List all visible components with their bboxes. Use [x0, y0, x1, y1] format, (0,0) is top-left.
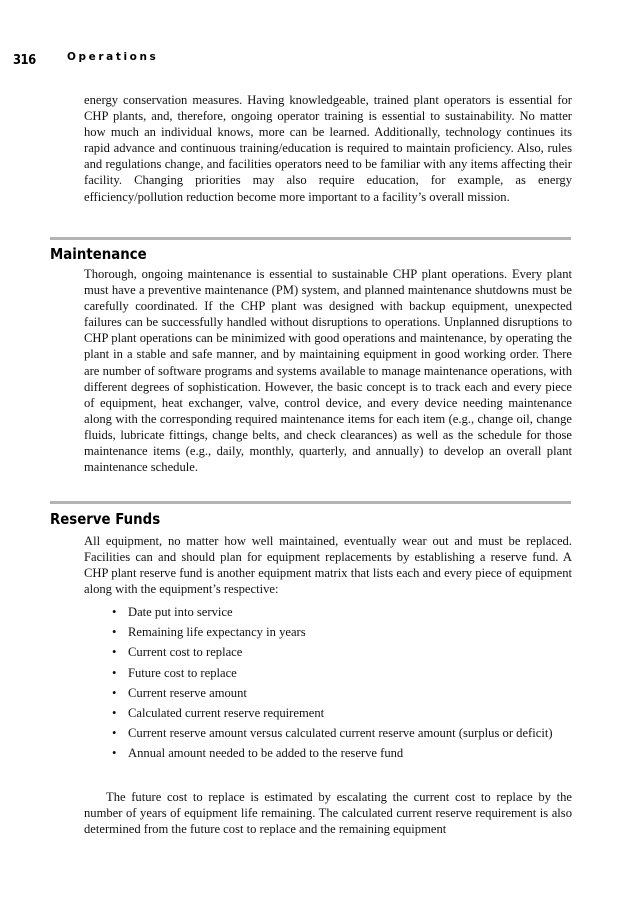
list-item: • Current cost to replace [112, 645, 243, 660]
bullet-icon: • [112, 746, 117, 761]
bullet-icon: • [112, 705, 117, 720]
list-item: • Annual amount needed to be added to the reserve fund [112, 746, 404, 761]
list-item: • Current reserve amount versus calculated current reserve amount (surplus or deficit) [112, 726, 553, 741]
bullet-icon: • [112, 605, 117, 619]
list-item: • Current reserve amount [112, 685, 247, 700]
bullet-icon: • [112, 665, 117, 680]
bullet-icon: • [112, 685, 117, 700]
section-divider [50, 237, 571, 240]
reserve-funds-paragraph: All equipment, no matter how well maintained, eventually wear out and must be replaced. Facilities can and should plan for equipment replacements by establishing a reserve fund. A CHP plant reserve fund is another equipment matrix that lists each and every piece of equipment along with the equipment’s respective: [84, 534, 572, 597]
maintenance-paragraph: Thorough, ongoing maintenance is essential to sustainable CHP plant operations. Every plant must have a preventive maintenance (PM) system, and planned maintenance shutdowns must be carefully coordinated. If the CHP plant was designed with backup equipment, unexpected failures can be successfully handled without disruptions to operations. Unplanned disruptions to CHP plant operations can be minimized with good operations and maintenance, by operating the plant in a stable and safe manner, and by maintaining equipment in good working order. There are number of software programs and systems available to manage maintenance operations, with different degrees of sophistication. However, the basic concept is to track each and every piece of equipment, heat exchanger, valve, control device, and every device needing maintenance along with the corresponding required maintenance items for each item (e.g., change oil, change fluids, lubricate fittings, change belts, and check clearances) as well as the schedule for those maintenance items (e.g., daily, monthly, quarterly, and annually) to develop an overall plant maintenance schedule. [84, 267, 572, 475]
intro-paragraph: energy conservation measures. Having knowledgeable, trained plant operators is essential for CHP plants, and, therefore, ongoing operator training is essential to sustainability. No matter how much an individual knows, more can be learned. Additionally, technology continues its rapid advance and continuous training/education is required to maintain proficiency. Also, rules and regulations change, and facilities operators need to be familiar with any items affecting their facility. Changing priorities may also require education, for example, as energy efficiency/pollution reduction become more important to a facility’s overall mission. [84, 93, 572, 204]
reserve-funds-heading: Reserve Funds [50, 510, 161, 528]
bullet-icon: • [112, 625, 117, 640]
bullet-icon: • [112, 726, 117, 741]
page-number: 316 [13, 52, 36, 68]
future-cost-paragraph: The future cost to replace is estimated by escalating the current cost to replace by the number of years of equipment life remaining. The calculated current reserve requirement is also determined from the future cost to replace and the remaining equipment [84, 790, 572, 837]
section-divider [50, 501, 571, 504]
bullet-icon: • [112, 645, 117, 660]
list-item: • Future cost to replace [112, 665, 237, 680]
reserve-fund-items-list [112, 604, 572, 766]
list-item: • Calculated current reserve requirement [112, 705, 325, 720]
running-section-title: Operations [67, 51, 159, 63]
list-item: • Remaining life expectancy in years [112, 625, 306, 640]
maintenance-heading: Maintenance [50, 245, 147, 263]
running-head [13, 51, 159, 68]
list-item: • Date put into service [112, 605, 233, 619]
